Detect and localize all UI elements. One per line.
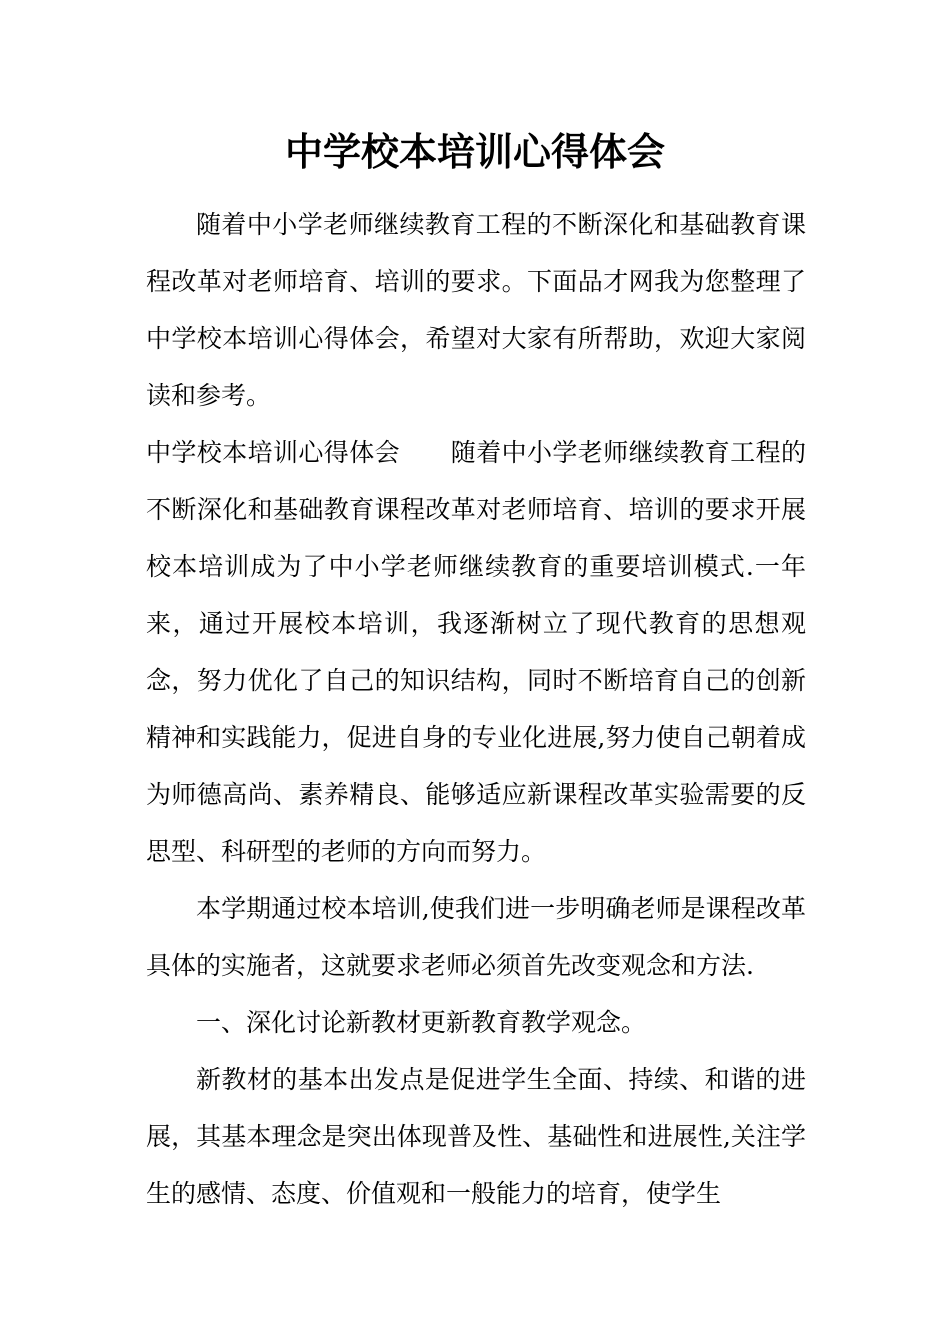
section-heading-1: 一、深化讨论新教材更新教育教学观念。 bbox=[196, 1008, 647, 1037]
document-title: 中学校本培训心得体会 bbox=[284, 129, 665, 174]
paragraph-semester: 本学期通过校本培训,使我们进一步明确老师是课程改革具体的实施者，这就要求老师必须首先改变观念和方法. bbox=[146, 894, 806, 980]
paragraph-new-textbook: 新教材的基本出发点是促进学生全面、持续、和谐的进展，其基本理念是突出体现普及性、基础性和进展性,关注学生的感情、态度、价值观和一般能力的培育，使学生 bbox=[146, 1065, 806, 1208]
document-body bbox=[146, 196, 806, 1222]
paragraph-main: 中学校本培训心得体会 随着中小学老师继续教育工程的不断深化和基础教育课程改革对老师培育、培训的要求开展校本培训成为了中小学老师继续教育的重要培训模式.一年来，通过开展校本培训，我逐渐树立了现代教育的思想观念，努力优化了自己的知识结构，同时不断培育自己的创新精神和实践能力，促进自身的专业化进展,努力使自己朝着成为师德高尚、素养精良、能够适应新课程改革实验需要的反思型、科研型的老师的方向而努力。 bbox=[146, 438, 806, 866]
paragraph-intro: 随着中小学老师继续教育工程的不断深化和基础教育课程改革对老师培育、培训的要求。下面品才网我为您整理了中学校本培训心得体会，希望对大家有所帮助，欢迎大家阅读和参考。 bbox=[146, 210, 806, 410]
